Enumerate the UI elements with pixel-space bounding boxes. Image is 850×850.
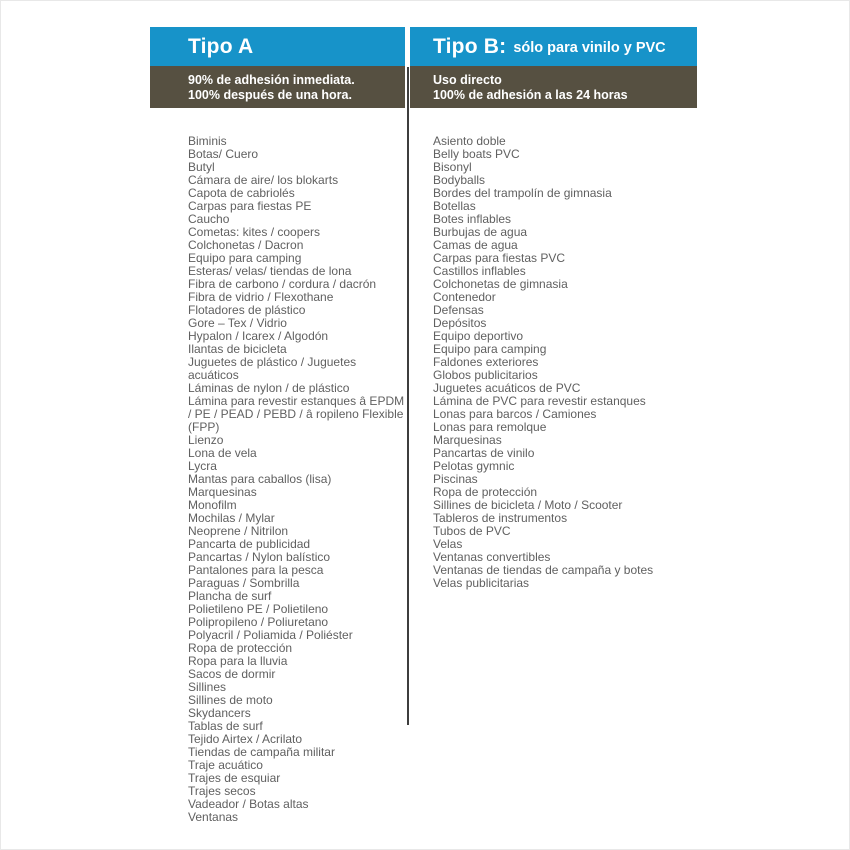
list-item: Defensas (433, 303, 484, 317)
list-item: Marquesinas (188, 485, 257, 499)
list-item: Hypalon / Icarex / Algodón (188, 329, 329, 343)
list-item: Equipo para camping (433, 342, 547, 356)
column-b-title-suffix: sólo para vinilo y PVC (513, 39, 666, 56)
column-tipo-b (410, 27, 697, 590)
list-item: Esteras/ velas/ tiendas de lona (188, 264, 352, 278)
list-item: Trajes de esquiar (188, 771, 281, 785)
list-item: Ilantas de bicicleta (188, 342, 287, 356)
list-item: Mantas para caballos (lisa) (188, 472, 332, 486)
list-item: Marquesinas (433, 433, 502, 447)
list-item: Tejido Airtex / Acrilato (188, 732, 303, 746)
list-item: Velas publicitarias (433, 576, 530, 590)
list-item: Caucho (188, 212, 230, 226)
list-item: Flotadores de plástico (188, 303, 306, 317)
list-item: Lienzo (188, 433, 224, 447)
list-item: Tubos de PVC (433, 524, 511, 538)
list-item: Carpas para fiestas PE (188, 199, 312, 213)
list-item: Vadeador / Botas altas (188, 797, 309, 811)
list-item: Juguetes de plástico / Juguetes acuáticos (188, 355, 357, 382)
list-item: Capota de cabriolés (188, 186, 295, 200)
list-item: Monofilm (188, 498, 237, 512)
column-b-header (410, 27, 697, 66)
list-item: Ventanas convertibles (433, 550, 551, 564)
list-item: Pantalones para la pesca (188, 563, 324, 577)
list-item: Biminis (188, 134, 227, 148)
column-b-subtitle (410, 66, 697, 108)
list-item: Sillines de bicicleta / Moto / Scooter (433, 498, 623, 512)
list-item: Paraguas / Sombrilla (188, 576, 300, 590)
list-item: Juguetes acuáticos de PVC (433, 381, 581, 395)
list-item: Plancha de surf (188, 589, 272, 603)
list-item: Ropa para la lluvia (188, 654, 288, 668)
list-item: Faldones exteriores (433, 355, 539, 369)
list-item: Tiendas de campaña militar (188, 745, 335, 759)
column-a-subtitle-line-2: 100% después de una hora. (188, 88, 352, 102)
column-tipo-a (150, 27, 405, 824)
list-item: Cámara de aire/ los blokarts (188, 173, 339, 187)
list-item: Pelotas gymnic (433, 459, 515, 473)
list-item: Depósitos (433, 316, 487, 330)
list-item: Burbujas de agua (433, 225, 528, 239)
column-b-subtitle-line-2: 100% de adhesión a las 24 horas (433, 88, 628, 102)
list-item: Equipo para camping (188, 251, 302, 265)
list-item: Polyacril / Poliamida / Poliéster (188, 628, 353, 642)
list-item: Ropa de protección (188, 641, 293, 655)
list-item: Ventanas (188, 810, 239, 824)
column-b-title: Tipo B: (433, 34, 507, 58)
list-item: Botes inflables (433, 212, 512, 226)
list-item: Bodyballs (433, 173, 486, 187)
column-b-subtitle-line-1: Uso directo (433, 73, 502, 87)
list-item: Fibra de carbono / cordura / dacrón (188, 277, 377, 291)
list-item: Sillines (188, 680, 227, 694)
list-item: Lámina para revestir estanques â EPDM / PE / PEAD / PEBD / â ropileno Flexible (FPP) (188, 394, 405, 434)
list-item: Tablas de surf (188, 719, 263, 733)
list-item: Skydancers (188, 706, 251, 720)
list-item: Pancartas / Nylon balístico (188, 550, 331, 564)
list-item: Castillos inflables (433, 264, 526, 278)
list-item: Velas (433, 537, 463, 551)
column-a-subtitle-line-1: 90% de adhesión inmediata. (188, 73, 355, 87)
list-item: Lycra (188, 459, 217, 473)
list-item: Colchonetas de gimnasia (433, 277, 568, 291)
list-item: Piscinas (433, 472, 478, 486)
list-item: Ropa de protección (433, 485, 538, 499)
list-item: Bisonyl (433, 160, 472, 174)
list-item: Butyl (188, 160, 215, 174)
list-item: Globos publicitarios (433, 368, 538, 382)
list-item: Trajes secos (188, 784, 256, 798)
column-a-subtitle (150, 66, 405, 108)
column-divider-line (407, 67, 409, 725)
list-item: Equipo deportivo (433, 329, 524, 343)
list-item: Colchonetas / Dacron (188, 238, 304, 252)
list-item: Bordes del trampolín de gimnasia (433, 186, 612, 200)
list-item: Pancarta de publicidad (188, 537, 311, 551)
list-item: Traje acuático (188, 758, 263, 772)
list-item: Lonas para remolque (433, 420, 547, 434)
list-item: Lámina de PVC para revestir estanques (433, 394, 646, 408)
list-item: Lona de vela (188, 446, 257, 460)
list-item: Fibra de vidrio / Flexothane (188, 290, 334, 304)
list-item: Contenedor (433, 290, 496, 304)
column-a-product-list (150, 108, 405, 824)
list-item: Gore – Tex / Vidrio (188, 316, 287, 330)
column-a-title: Tipo A (188, 34, 254, 58)
column-a-header (150, 27, 405, 66)
list-item: Lonas para barcos / Camiones (433, 407, 597, 421)
list-item: Carpas para fiestas PVC (433, 251, 566, 265)
column-b-product-list (410, 108, 697, 590)
list-item: Camas de agua (433, 238, 518, 252)
list-item: Sacos de dormir (188, 667, 276, 681)
list-item: Botas/ Cuero (188, 147, 259, 161)
list-item: Ventanas de tiendas de campaña y botes (433, 563, 654, 577)
list-item: Sillines de moto (188, 693, 273, 707)
list-item: Cometas: kites / coopers (188, 225, 321, 239)
list-item: Mochilas / Mylar (188, 511, 275, 525)
list-item: Polipropileno / Poliuretano (188, 615, 329, 629)
list-item: Láminas de nylon / de plástico (188, 381, 350, 395)
list-item: Neoprene / Nitrilon (188, 524, 289, 538)
list-item: Polietileno PE / Polietileno (188, 602, 329, 616)
list-item: Belly boats PVC (433, 147, 520, 161)
list-item: Botellas (433, 199, 476, 213)
list-item: Asiento doble (433, 134, 506, 148)
list-item: Pancartas de vinilo (433, 446, 535, 460)
list-item: Tableros de instrumentos (433, 511, 568, 525)
